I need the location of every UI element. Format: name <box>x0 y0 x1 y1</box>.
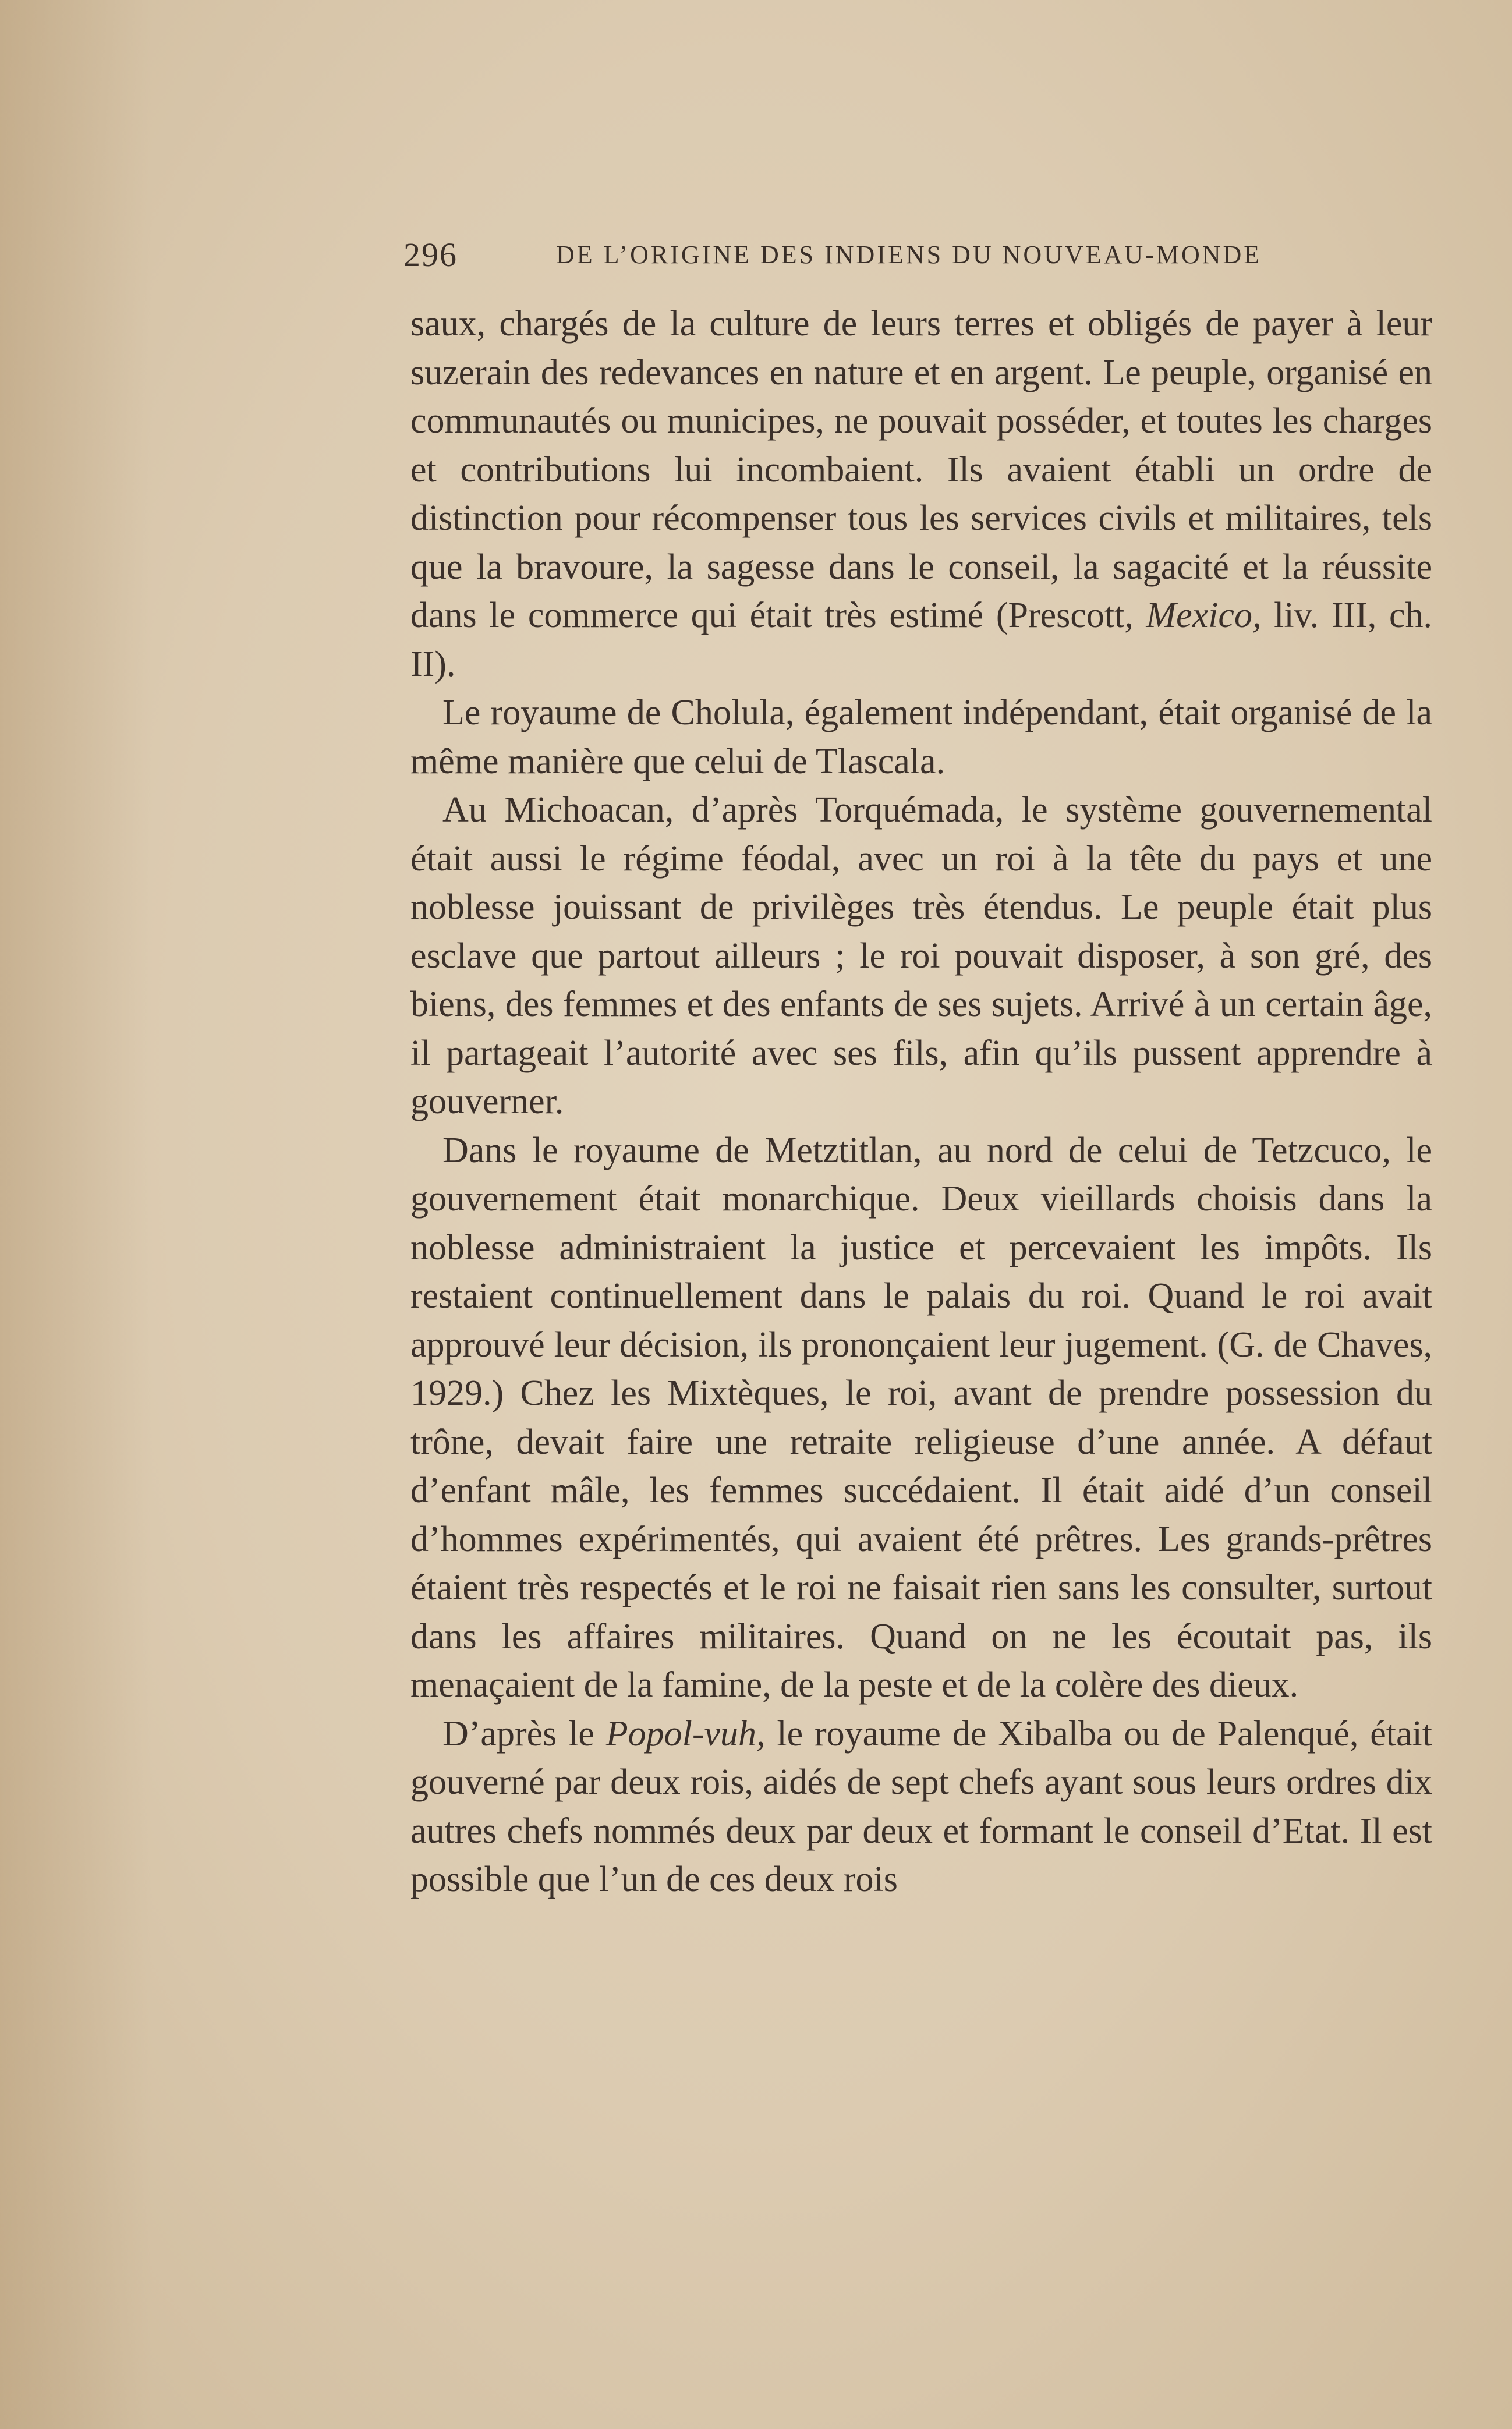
paragraph-1-text: saux, chargés de la culture de leurs terres et obligés de payer à leur suzerain des redevances en nature et en argent. Le peuple, organisé en communautés ou municipes, ne pouvait posséder, et toutes les charges et contributions lui incombaient. Ils avaient établi un ordre de distinction pour récompenser tous les services civils et militaires, tels que la bravoure, la sagesse dans le conseil, la sagacité et la réussite dans le commerce qui était très estimé (Prescott, <box>410 304 1432 635</box>
paragraph-1-text-end: liv. III, ch. II). <box>410 596 1432 684</box>
paragraph-5-text: D’après le <box>442 1713 606 1754</box>
running-title: DE L’ORIGINE DES INDIENS DU NOUVEAU-MONDE <box>556 240 1262 269</box>
page-gutter-shadow <box>0 0 151 2429</box>
paragraph-5 <box>410 1710 1432 1904</box>
paragraph-4: Dans le royaume de Metztitlan, au nord de celui de Tetzcuco, le gouvernement était monarchique. Deux vieillards choisis dans la noblesse administraient la justice et percevaient les impôts. Ils restaient continuellement dans le palais du roi. Quand le roi avait approuvé leur décision, ils prononçaient leur jugement. (G. de Chaves, 1929.) Chez les Mixtèques, le roi, avant de prendre possession du trône, devait faire une retraite religieuse d’une année. A défaut d’enfant mâle, les femmes succédaient. Il était aidé d’un conseil d’hommes expérimentés, qui avaient été prêtres. Les grands-prêtres étaient très respectés et le roi ne faisait rien sans les consulter, surtout dans les affaires militaires. Quand on ne les écoutait pas, ils menaçaient de la famine, de la peste et de la colère des dieux. <box>410 1130 1432 1705</box>
paragraph-3: Au Michoacan, d’après Torquémada, le système gouvernemental était aussi le régime féodal, avec un roi à la tête du pays et une noblesse jouissant de privilèges très étendus. Le peuple était plus esclave que partout ailleurs ; le roi pouvait disposer, à son gré, des biens, des femmes et des enfants de ses sujets. Arrivé à un certain âge, il partageait l’autorité avec ses fils, afin qu’ils pussent apprendre à gouverner. <box>410 790 1432 1121</box>
paragraph-2: Le royaume de Cholula, également indépendant, était organisé de la même manière que celui de Tlascala. <box>410 693 1432 781</box>
body-text <box>410 300 1432 1904</box>
paragraph-5-text-end: le royaume de Xibalba ou de Palenqué, était gouverné par deux rois, aidés de sept chefs ayant sous leurs ordres dix autres chefs nommés deux par deux et formant le conseil d’Etat. Il est possible que l’un de ces deux rois <box>410 1713 1432 1899</box>
paragraph-1 <box>410 300 1432 689</box>
italic-title-popol-vuh: Popol-vuh, <box>605 1713 766 1754</box>
page-header <box>403 235 1451 282</box>
italic-title-mexico: Mexico, <box>1146 596 1262 635</box>
page-number: 296 <box>403 236 458 274</box>
